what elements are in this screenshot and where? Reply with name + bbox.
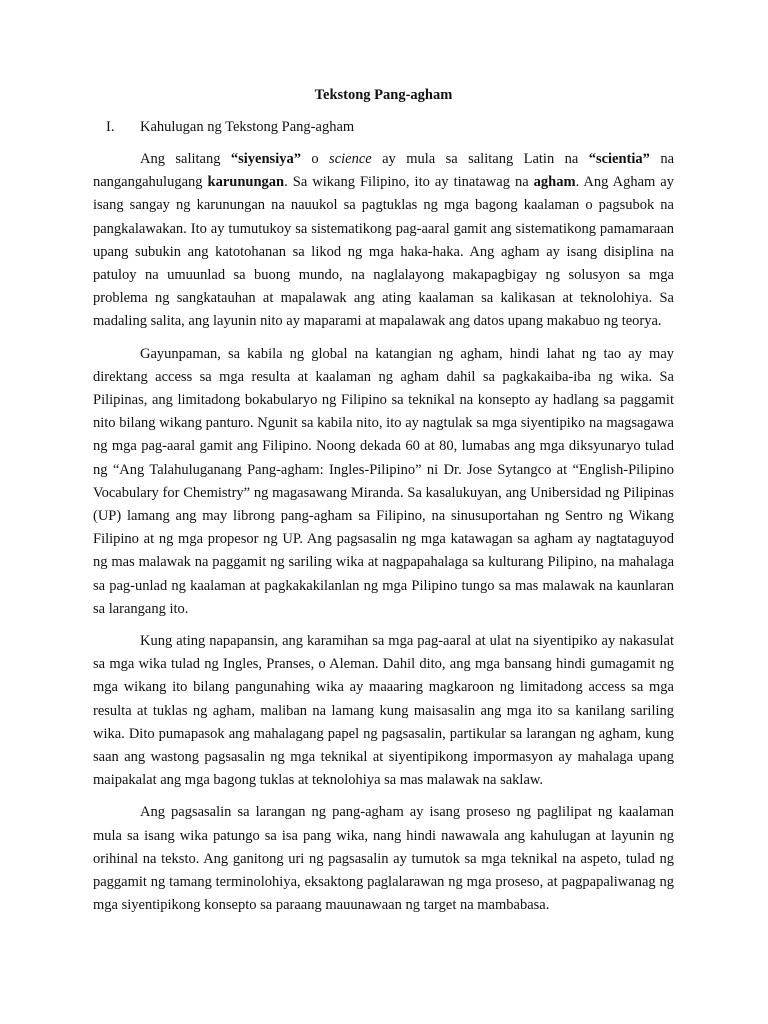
document-page — [93, 84, 674, 927]
term-scientia: “scientia” — [588, 151, 650, 167]
paragraph-4: Ang pagsasalin sa larangan ng pang-agham ay isang proseso ng paglilipat ng kaalaman mula sa isang wika patungo sa isa pang wika, nang hindi nawawala ang kahulugan at layunin ng orihinal na teksto. Ang ganitong uri ng pagsasalin ay tumutok sa mga teknikal na aspeto, tulad ng paggamit ng tamang terminolohiya, eksaktong paglalarawan ng mga proseso, at pagpapaliwanag ng mga siyentipikong konsepto sa paraang mauunawaan ng target na mambabasa. — [93, 804, 674, 914]
paragraph-2: Gayunpaman, sa kabila ng global na katangian ng agham, hindi lahat ng tao ay may direktang access sa mga resulta at kaalaman ng agham dahil sa pagkakaiba-iba ng wika. Sa Pilipinas, ang limitadong bokabularyo ng Filipino sa teknikal na konsepto ay hadlang sa paggamit nito bilang wikang panturo. Ngunit sa kabila nito, ito ay nagtulak sa mga siyentipiko na magsagawa ng mga pag-aaral gamit ang Filipino. Noong dekada 60 at 80, lumabas ang mga diksyunaryo tulad ng “Ang Talahuluganang Pang-agham: Ingles-Pilipino” ni Dr. Jose Sytangco at “English-Pilipino Vocabulary for Chemistry” ng magasawang Miranda. Sa kasalukuyan, ang Unibersidad ng Pilipinas (UP) lamang ang may librong pang-agham sa Filipino, na sinusuportahan ng Sentro ng Wikang Filipino at ng mga propesor ng UP. Ang pagsasalin ng mga katawagan sa agham ay nagtataguyod ng mas malawak na paggamit ng sariling wika at nagpapahalaga sa kulturang Pilipino, na mahalaga sa pag-unlad ng kaalaman at pagkakakilanlan ng mga Pilipino tungo sa mas malawak na kaunlaran sa larangang ito. — [93, 345, 674, 617]
term-karunungan: karunungan — [207, 174, 285, 191]
term-agham: agham — [533, 174, 576, 191]
section-number: I. — [106, 119, 115, 135]
term-science: science — [329, 151, 372, 167]
section-heading — [93, 116, 674, 138]
paragraph-1-text-2: o — [300, 151, 330, 167]
paragraph-1-text-4: na nangangahulugang — [93, 151, 675, 191]
paragraph-1-text-5: . Sa wikang Filipino, ito ay tinatawag na — [284, 174, 534, 191]
term-siyensiya: “siyensiya” — [230, 151, 301, 167]
paragraph-1-text-1: Ang salitang — [140, 151, 231, 167]
paragraph-1-text-6: . Ang Agham ay isang sangay ng karunungan na nauukol sa pagtuklas ng mga bagong kaalaman o pagsubok na pangkalawakan. Ito ay tumutukoy sa sistematikong pag-aaral gamit ang sistematikong pamamaraan upang subukin ang katotohanan sa likod ng mga haka-haka. Ang agham ay isang disiplina na patuloy na umuunlad sa buong mundo, na naglalayong makapagbigay ng solusyon sa mga problema ng sangkatauhan at mapalawak ang ating kaalaman sa kalikasan at teknolohiya. Sa madaling salita, ang layunin nito ay maparami at mapalawak ang datos upang makabuo ng teorya. — [93, 174, 674, 330]
document-title: Tekstong Pang-agham — [314, 87, 453, 103]
paragraph-1 — [93, 148, 674, 334]
paragraph-3: Kung ating napapansin, ang karamihan sa mga pag-aaral at ulat na siyentipiko ay nakasulat sa mga wika tulad ng Ingles, Pranses, o Aleman. Dahil dito, ang mga bansang hindi gumagamit ng mga wikang ito bilang pangunahing wika ay maaaring magkaroon ng limitadong access sa mga resulta at tuklas ng agham, maliban na lamang kung maisasalin ang mga ito sa kanilang sariling wika. Dito pumapasok ang mahalagang papel ng pagsasalin, partikular sa larangan ng agham, kung saan ang wastong pagsasalin ng mga teknikal at siyentipikong impormasyon ay mahalaga upang maipakalat ang mga bagong tuklas at teknolohiya sa mas malawak na saklaw. — [93, 633, 674, 789]
section-title: Kahulugan ng Tekstong Pang-agham — [140, 119, 355, 135]
paragraph-1-text-3: ay mula sa salitang Latin na — [371, 151, 589, 167]
